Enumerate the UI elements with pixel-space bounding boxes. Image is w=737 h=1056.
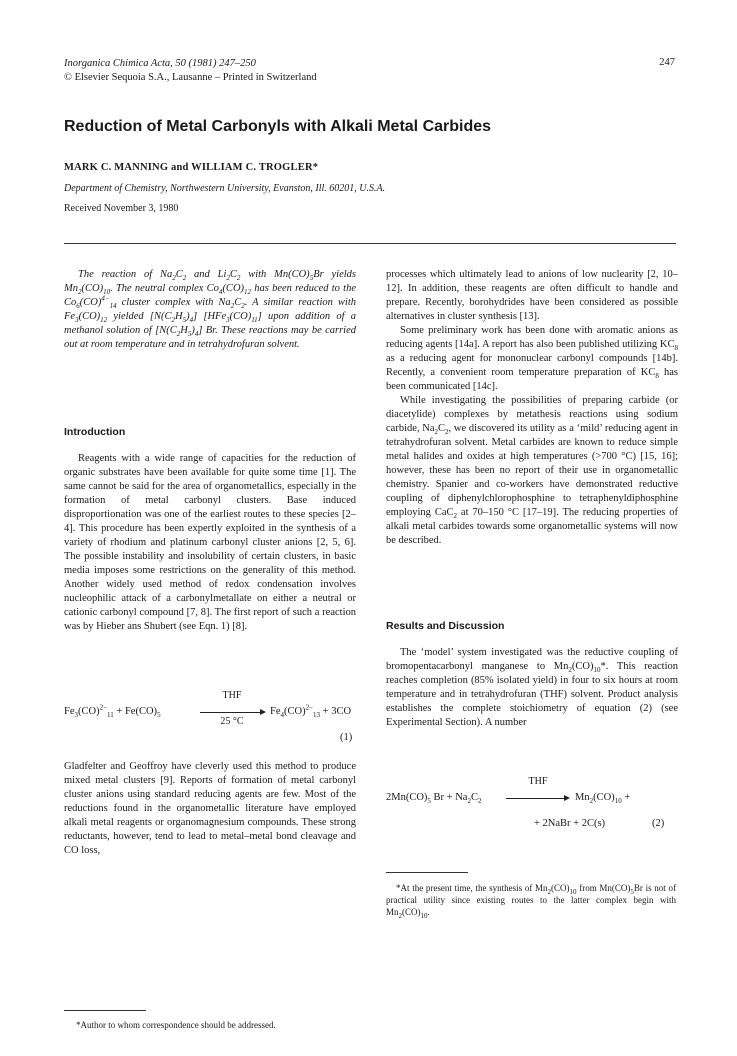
publisher-line: © Elsevier Sequoia S.A., Lausanne – Printed in Switzerland <box>64 72 317 83</box>
journal-citation: Inorganica Chimica Acta, 50 (1981) 247–250 <box>64 58 256 69</box>
equation-1-number: (1) <box>340 732 353 743</box>
header-rule <box>64 243 676 244</box>
reaction-arrow-icon <box>506 798 568 799</box>
running-header <box>64 57 317 85</box>
page-number: 247 <box>659 57 675 68</box>
footnote-rule <box>386 872 468 873</box>
introduction-paragraph-1: Reagents with a wide range of capacities for the reduction of organic substrates have been available for quite some time [1]. The same cannot be said for the area of organometallics, especially in the formation of metal carbonyl clusters. Base induced disproportionation was one of the earliest routes to these species [2–4]. This procedure has been expertly exploited in the synthesis of a variety of rhodium and platinum carbonyl cluster anions [2, 5, 6]. The possible instability and insolubility of certain clusters, in basic media imposes some restrictions on the generality of this method. Another widely used method of redox condensation involves nucleophilic attack of a carbonylmetallate on either a neutral or cationic carbonyl compound [7, 8]. The first report of such a reaction was by Hieber ans Shubert (see Eqn. 1) [8]. <box>64 453 356 632</box>
equation-2-products-line-1: $Mn_2(CO)_{10}$ + <box>575 792 631 806</box>
equation-1-reactants: $Fe_3(CO)^{2-}_{11} + Fe(CO)_5$ <box>64 703 161 720</box>
section-heading-introduction: Introduction <box>64 426 126 438</box>
introduction-paragraph-3: processes which ultimately lead to anions of low nuclearity [2, 10–12]. In addition, these reagents are often difficult to handle and prepare. Recently, borohydrides have been considered as possible alternatives in cluster synthesis [13]. Some preliminary work has been done with aromatic anions as reducing agents [14a]. A report has also been published utilizing $KC_8$ as a reducing agent for mononuclear carbonyl compounds [14b]. Recently, a convenient room temperature preparation of $KC_8$ has been communicated [14c]. While investigating the possibilities of preparing carbide (or diacetylide) complexes by metathesis reactions using sodium carbide, $Na_2C_2$, we discovered its utility as a ‘mild’ reducing agent in tetrahydrofuran solvent. Metal carbides are known to reduce simple metal halides and oxides at high temperatures (>700 °C) [15, 16]; however, these has been no report of their use in organometallic chemistry. Spanier and co-workers have demonstrated reductive coupling of diphenylchlorophosphine to tetraphenyldiphosphine employing CaC$_2$ at 70–150 °C [17–19]. The reducing properties of alkali metal carbides towards some organometallic systems will now be described. <box>386 269 679 546</box>
equation-1-solvent: THF <box>222 690 242 701</box>
affiliation: Department of Chemistry, Northwestern University, Evanston, Ill. 60201, U.S.A. <box>64 183 386 194</box>
equation-2-number: (2) <box>652 818 665 829</box>
footnote-mn2co10: *At the present time, the synthesis of $Mn_2(CO)_{10}$ from $Mn(CO)_5Br$ is not of practical utility since existing routes to the latter complex begin with $Mn_2(CO)_{10}$. <box>386 883 676 920</box>
equation-1-temperature: 25 °C <box>220 716 244 727</box>
abstract: The reaction of $Na_2C_2$ and $Li_2C_2$ with $Mn(CO)_5Br$ yields $Mn_2(CO)_{10}$. The neutral complex $Co_4(CO)_{12}$ has been reduced to the $Co_6(CO)^{4-}_{14}$ cluster complex with $Na_2C_2$. A similar reaction with $Fe_3(CO)_{12}$ yielded $[N(C_2H_5)_4]$ $[HFe_3(CO)_{11}]$ upon addition of a methanol solution of $[N(C_2H_5)_4]$ Br. These reactions may be carried out at room temperature and in tetrahydrofuran solvent. <box>64 269 356 350</box>
article-title: Reduction of Metal Carbonyls with Alkali Metal Carbides <box>64 118 492 135</box>
footnote-correspondence: *Author to whom correspondence should be addressed. <box>76 1020 276 1030</box>
received-date: Received November 3, 1980 <box>64 203 179 214</box>
introduction-paragraph-2: Gladfelter and Geoffroy have cleverly used this method to produce mixed metal clusters [9]. Reports of formation of metal carbonyl cluster anions using standard reducing agents are few. Most of the reductions found in the organometallic literature have employed alkali metal reagents or organomagnesium compounds. These strong reductants, however, tend to lead to metal–metal bond cleavage and CO loss, <box>64 761 356 856</box>
reaction-arrow-icon <box>200 712 264 713</box>
section-heading-results: Results and Discussion <box>386 620 505 632</box>
equation-1-products: $Fe_4(CO)^{2-}_{13} + 3CO$ <box>270 703 352 720</box>
equation-2-solvent: THF <box>528 776 548 787</box>
author-list: MARK C. MANNING and WILLIAM C. TROGLER* <box>64 162 319 173</box>
equation-2-reactants: $2Mn(CO)_5$ $Br + Na_2C_2$ <box>386 792 482 806</box>
footnote-rule <box>64 1010 146 1011</box>
equation-2-products-line-2: + 2NaBr + 2C(s) <box>534 818 606 829</box>
results-paragraph-1: The ‘model’ system investigated was the reductive coupling of bromopentacarbonyl manganese to $Mn_2(CO)_{10}*$. This reaction reaches completion (85% isolated yield) in four to six hours at room temperature and in tetrahydrofuran (THF) solvent. Product analysis establishes the complete stoichiometry of equation (2) (see Experimental Section). A number <box>386 647 678 728</box>
